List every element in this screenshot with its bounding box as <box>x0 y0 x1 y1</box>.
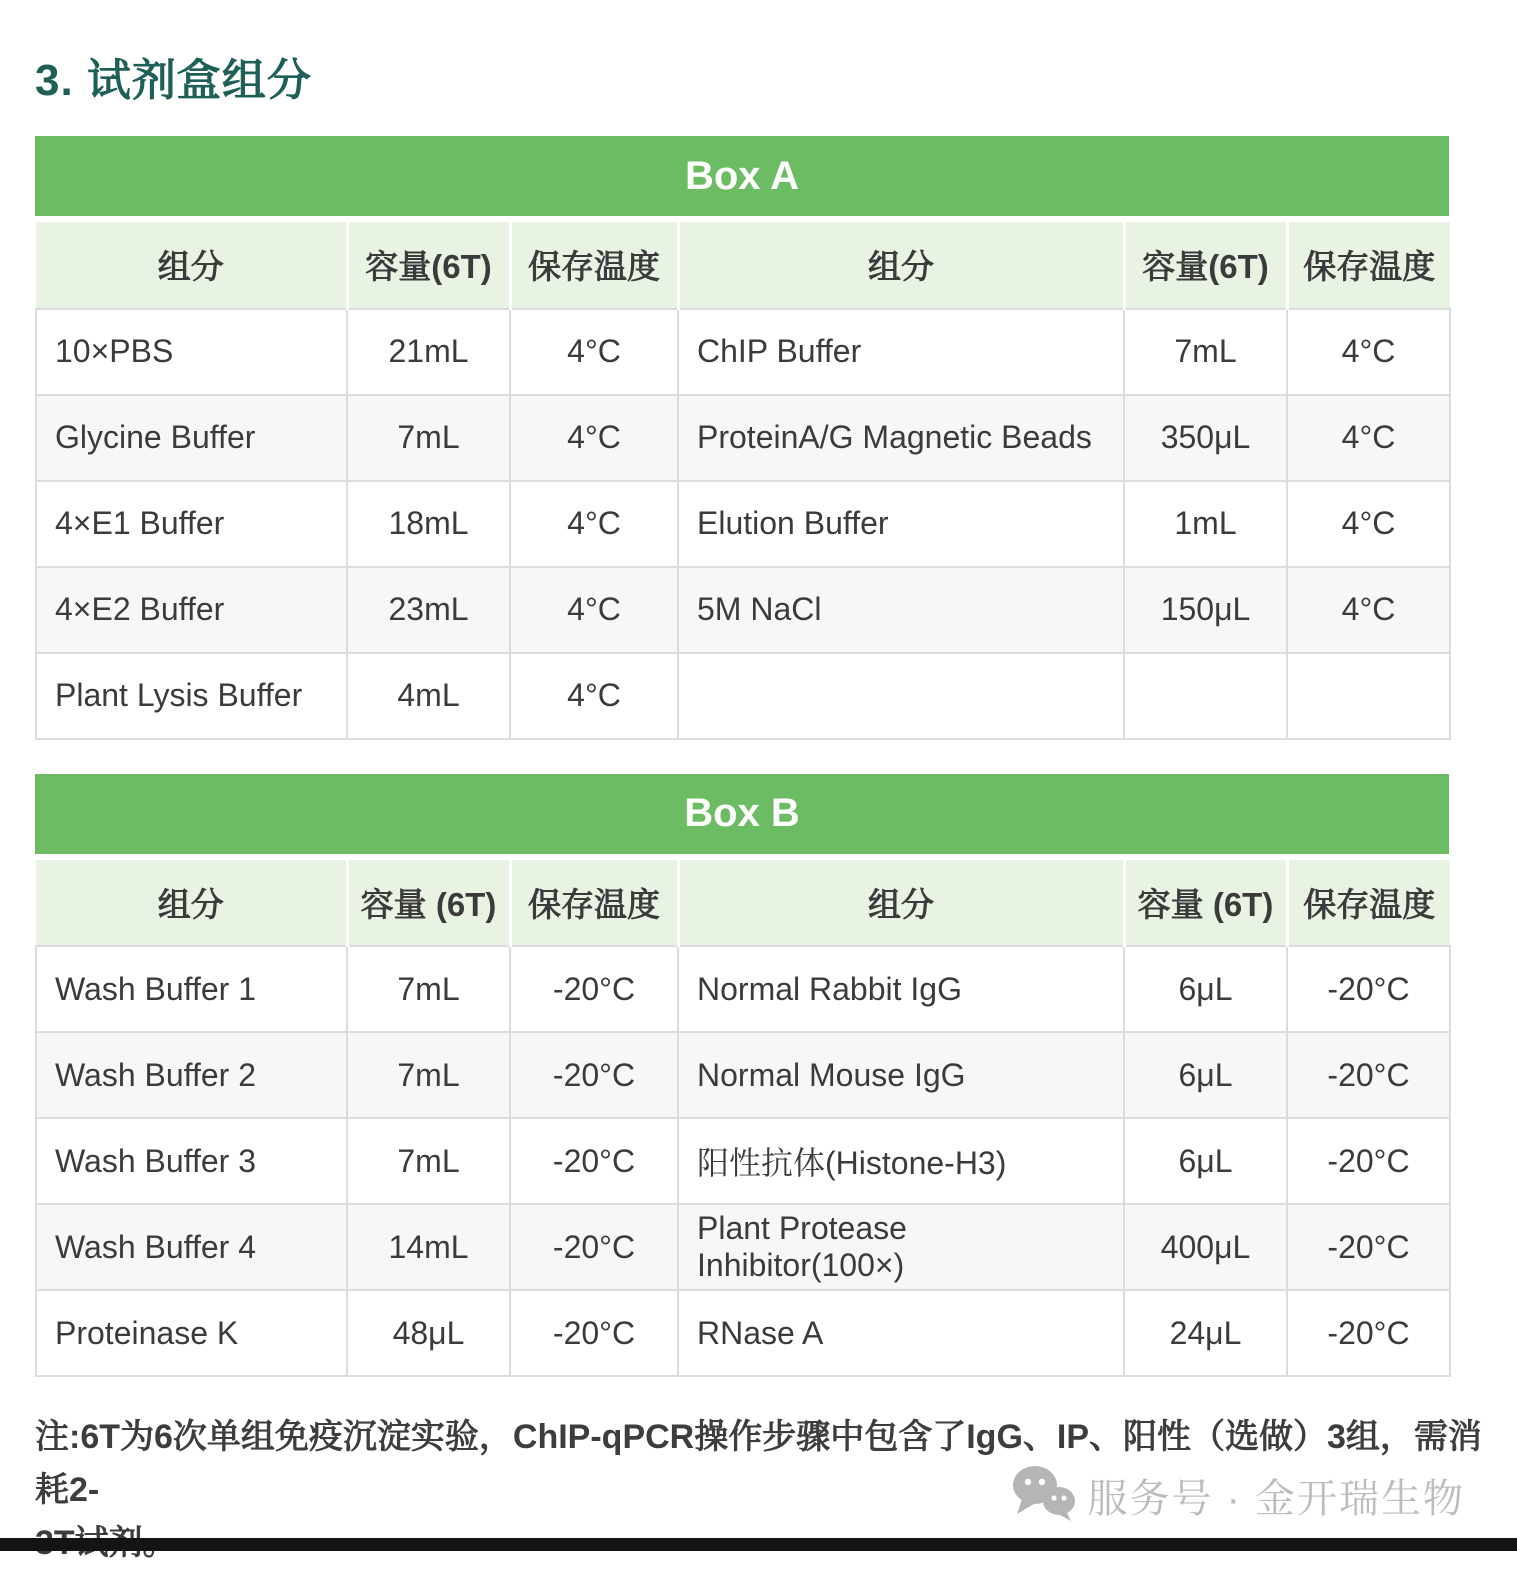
storage-temp-cell: -20°C <box>510 946 678 1032</box>
volume-cell: 6μL <box>1124 946 1287 1032</box>
storage-temp-cell: -20°C <box>1287 1290 1450 1376</box>
table-row <box>36 395 1450 481</box>
header-storage-left: 保存温度 <box>510 858 678 946</box>
volume-cell: 6μL <box>1124 1032 1287 1118</box>
component-cell: Plant Protease Inhibitor(100×) <box>678 1204 1124 1290</box>
volume-cell: 6μL <box>1124 1118 1287 1204</box>
component-cell: Wash Buffer 2 <box>36 1032 347 1118</box>
storage-temp-cell: 4°C <box>1287 567 1450 653</box>
component-cell: ChIP Buffer <box>678 309 1124 395</box>
component-cell: RNase A <box>678 1290 1124 1376</box>
volume-cell: 23mL <box>347 567 510 653</box>
watermark <box>1011 1464 1465 1527</box>
volume-cell: 150μL <box>1124 567 1287 653</box>
component-cell: 4×E1 Buffer <box>36 481 347 567</box>
box-a-components-table <box>35 219 1451 740</box>
storage-temp-cell: -20°C <box>510 1290 678 1376</box>
table-row <box>36 1204 1450 1290</box>
storage-temp-cell: -20°C <box>1287 946 1450 1032</box>
volume-cell: 24μL <box>1124 1290 1287 1376</box>
component-cell <box>678 653 1124 739</box>
storage-temp-cell: -20°C <box>1287 1032 1450 1118</box>
box-b-title: Box B <box>684 791 800 835</box>
wechat-icon <box>1011 1464 1077 1527</box>
volume-cell: 7mL <box>347 1032 510 1118</box>
volume-cell: 7mL <box>1124 309 1287 395</box>
volume-cell: 1mL <box>1124 481 1287 567</box>
box-a-title: Box A <box>684 153 800 198</box>
volume-cell: 400μL <box>1124 1204 1287 1290</box>
component-cell: Wash Buffer 4 <box>36 1204 347 1290</box>
storage-temp-cell: -20°C <box>510 1118 678 1204</box>
bottom-bar <box>0 1538 1517 1551</box>
component-cell: ProteinA/G Magnetic Beads <box>678 395 1124 481</box>
component-cell: Glycine Buffer <box>36 395 347 481</box>
component-cell: 4×E2 Buffer <box>36 567 347 653</box>
usage-note-line-1: 注:6T为6次单组免疫沉淀实验，ChIP-qPCR操作步骤中包含了IgG、IP、阳性（选做）3组，需消耗2- <box>35 1418 1482 1509</box>
box-b-header-row <box>36 858 1450 946</box>
volume-cell <box>1124 653 1287 739</box>
component-cell: 5M NaCl <box>678 567 1124 653</box>
table-row <box>36 653 1450 739</box>
storage-temp-cell: -20°C <box>1287 1118 1450 1204</box>
storage-temp-cell: 4°C <box>510 567 678 653</box>
header-component-right: 组分 <box>678 858 1124 946</box>
volume-cell: 7mL <box>347 946 510 1032</box>
volume-cell: 7mL <box>347 1118 510 1204</box>
volume-cell: 4mL <box>347 653 510 739</box>
header-volume-left: 容量 (6T) <box>347 858 510 946</box>
header-component-left: 组分 <box>36 858 347 946</box>
storage-temp-cell: 4°C <box>510 395 678 481</box>
storage-temp-cell: 4°C <box>1287 395 1450 481</box>
header-storage-right: 保存温度 <box>1287 858 1450 946</box>
component-cell: Normal Rabbit IgG <box>678 946 1124 1032</box>
storage-temp-cell: 4°C <box>510 481 678 567</box>
component-cell: Elution Buffer <box>678 481 1124 567</box>
component-cell: 10×PBS <box>36 309 347 395</box>
header-volume-right: 容量(6T) <box>1124 221 1287 309</box>
volume-cell: 21mL <box>347 309 510 395</box>
table-row <box>36 567 1450 653</box>
header-storage-right: 保存温度 <box>1287 221 1450 309</box>
header-volume-left: 容量(6T) <box>347 221 510 309</box>
watermark-text: 服务号 · 金开瑞生物 <box>1087 1477 1465 1521</box>
header-component-left: 组分 <box>36 221 347 309</box>
component-cell: Wash Buffer 1 <box>36 946 347 1032</box>
header-storage-left: 保存温度 <box>510 221 678 309</box>
table-row <box>36 946 1450 1032</box>
box-a-header-row <box>36 221 1450 309</box>
header-volume-right: 容量 (6T) <box>1124 858 1287 946</box>
box-a-title-band <box>35 136 1449 216</box>
box-b-components-table <box>35 857 1451 1378</box>
volume-cell: 350μL <box>1124 395 1287 481</box>
volume-cell: 48μL <box>347 1290 510 1376</box>
storage-temp-cell: -20°C <box>510 1032 678 1118</box>
storage-temp-cell: 4°C <box>510 653 678 739</box>
page-title: 3. 试剂盒组分 <box>35 56 312 105</box>
component-cell: 阳性抗体(Histone-H3) <box>678 1118 1124 1204</box>
table-row <box>36 481 1450 567</box>
storage-temp-cell: -20°C <box>1287 1204 1450 1290</box>
storage-temp-cell: 4°C <box>1287 309 1450 395</box>
table-row <box>36 1032 1450 1118</box>
storage-temp-cell: 4°C <box>1287 481 1450 567</box>
component-cell: Plant Lysis Buffer <box>36 653 347 739</box>
storage-temp-cell: 4°C <box>510 309 678 395</box>
table-row <box>36 1118 1450 1204</box>
component-cell: Normal Mouse IgG <box>678 1032 1124 1118</box>
component-cell: Wash Buffer 3 <box>36 1118 347 1204</box>
component-cell: Proteinase K <box>36 1290 347 1376</box>
volume-cell: 18mL <box>347 481 510 567</box>
box-b-table <box>35 774 1449 1378</box>
box-b-title-band <box>35 774 1449 854</box>
storage-temp-cell: -20°C <box>510 1204 678 1290</box>
table-row <box>36 309 1450 395</box>
storage-temp-cell <box>1287 653 1450 739</box>
header-component-right: 组分 <box>678 221 1124 309</box>
volume-cell: 7mL <box>347 395 510 481</box>
box-a-table <box>35 136 1449 740</box>
volume-cell: 14mL <box>347 1204 510 1290</box>
table-row <box>36 1290 1450 1376</box>
